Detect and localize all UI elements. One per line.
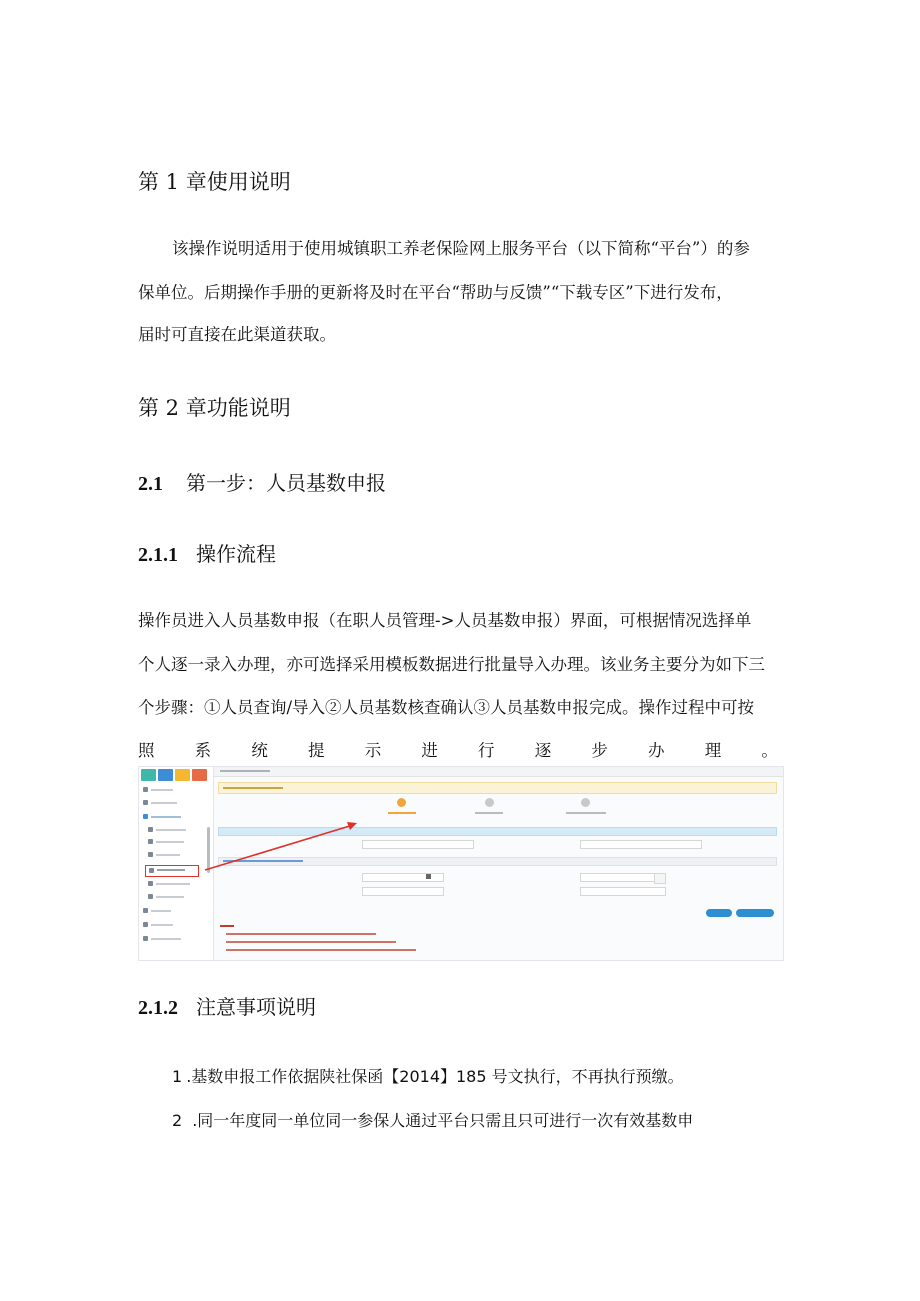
flow-line-4 [138,740,778,762]
chapter-1-line-1: 该操作说明适用于使用城镇职工养老保险网上服务平台（以下简称“平台”）的参 [172,239,750,258]
notice-text: .同一年度同一单位同一参保人通过平台只需且只可进行一次有效基数申 [192,1111,694,1130]
section-2-1-heading [138,467,386,496]
section-2-1-2-heading [138,991,316,1020]
section-title: 第一步：人员基数申报 [186,471,386,495]
flow-char: 办 [648,741,665,760]
flow-line-2: 个人逐一录入办理，亦可选择采用模板数据进行批量导入办理。该业务主要分为如下三 [138,655,765,674]
chapter-1-line-3: 届时可直接在此渠道获取。 [138,325,336,344]
flow-char: 提 [308,741,325,760]
embedded-screenshot [138,766,784,961]
flow-char: 逐 [534,741,552,760]
notice-item-1 [172,1064,684,1087]
notice-number: 1 [172,1067,183,1086]
flow-char: 进 [421,741,438,760]
notice-number: 2 [172,1111,183,1130]
flow-line-3: 个步骤：①人员查询/导入②人员基数核查确认③人员基数申报完成。操作过程中可按 [138,698,755,717]
section-number: 2.1 [138,473,163,495]
flow-char: 示 [364,741,382,760]
section-number: 2.1.1 [138,544,178,566]
section-2-1-1-heading [138,538,276,567]
notice-text: .基数申报工作依据陕社保函【2014】185 号文执行，不再执行预缴。 [186,1067,684,1086]
chapter-1-line-2: 保单位。后期操作手册的更新将及时在平台“帮助与反馈”“下载专区”下进行发布， [138,283,733,302]
flow-char: 步 [591,741,608,760]
flow-char: 系 [194,741,212,760]
notice-item-2 [172,1108,693,1131]
highlight-arrow [139,767,783,960]
section-title: 操作流程 [196,542,276,566]
flow-line-1: 操作员进入人员基数申报（在职人员管理->人员基数申报）界面，可根据情况选择单 [138,611,752,630]
section-number: 2.1.2 [138,997,178,1019]
section-title: 注意事项说明 [196,995,316,1019]
flow-char: 统 [251,741,268,760]
chapter-1-title: 第 1 章使用说明 [138,170,291,194]
flow-char: 照 [138,741,155,760]
flow-char: 理 [704,741,722,760]
chapter-2-title: 第 2 章功能说明 [138,396,291,420]
flow-char: 行 [478,741,495,760]
flow-char: 。 [761,741,778,760]
